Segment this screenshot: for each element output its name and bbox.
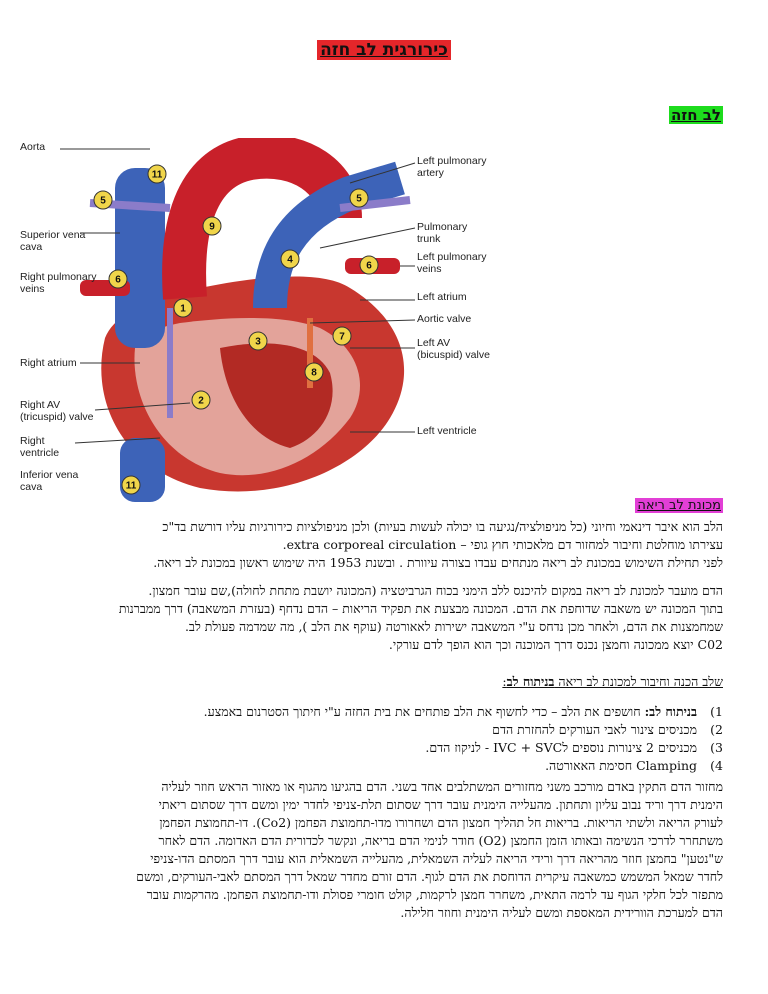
step-item bbox=[63, 703, 723, 721]
diagram-label: Superior vena bbox=[20, 229, 86, 241]
diagram-number-badge: 11 bbox=[125, 480, 137, 492]
heart-illustration bbox=[20, 138, 505, 502]
diagram-number-badge: 5 bbox=[100, 195, 106, 207]
step-text: מכניסים 2 צינורות נוספים לIVC + SVC - לניקוז הדם. bbox=[425, 740, 697, 755]
diagram-number-badge: 5 bbox=[356, 193, 362, 205]
step-item bbox=[63, 739, 723, 757]
diagram-label: cava bbox=[20, 481, 43, 493]
diagram-label: Right bbox=[20, 435, 45, 447]
stage-line bbox=[33, 673, 723, 691]
steps-list bbox=[63, 703, 723, 775]
step-number: 3) bbox=[710, 740, 723, 755]
para3-line: לעורק הריאה ולשתי הריאות. בריאות חל תהליך חמצון הדם ושחרורו מדו-תחמוצת הפחמן (Co2). דו-תחמוצת הפחמן bbox=[159, 815, 723, 830]
step-text: Clamping חסימת האאורטה. bbox=[545, 758, 697, 773]
step-number: 4) bbox=[710, 758, 723, 773]
document-title-wrap bbox=[0, 40, 768, 60]
paragraph-3 bbox=[33, 778, 723, 922]
diagram-number-badge: 7 bbox=[339, 331, 345, 343]
diagram-number-badge: 11 bbox=[151, 169, 163, 181]
para3-line: הימנית דרך וריד נבוב עליון ותחתון. מהעלייה הימנית עובר דרך שסתום תלת-צניפי לחדר ימין ומשם דרך שסתום ריאתי bbox=[158, 797, 723, 812]
diagram-label: veins bbox=[417, 263, 442, 275]
section-heading: מכונת לב ריאה bbox=[637, 498, 721, 513]
step-number: 2) bbox=[710, 722, 723, 737]
diagram-label: Left AV bbox=[417, 337, 451, 349]
step-bold: בניתוח לב: bbox=[644, 704, 697, 719]
stage-line-text: שלב הכנה וחיבור למכונת לב ריאה bbox=[554, 674, 723, 689]
diagram-number-badge: 4 bbox=[287, 254, 293, 266]
document-title: כירורגית לב חזה bbox=[317, 40, 451, 60]
para1-line: הלב הוא איבר דינאמי וחיוני (כל מניפולציה/נגיעה בו יכולה לעשות בעיות) ולכן מניפולציות כירורגיות עליו דורשת בד"כ bbox=[162, 519, 723, 534]
para3-line: הדם למערכת הוורידית המאספת ומשם לעליה הימנית וחוזר חלילה. bbox=[400, 905, 723, 920]
diagram-label: ventricle bbox=[20, 447, 60, 459]
para3-line: משתחרר לדרכי הנשימה ובאותו הזמן החמצן (O2) חודר לנימי הדם בריאה, ונקשר לכדורית הדם האדומה. הדם לאחר bbox=[158, 833, 723, 848]
para3-line: לחדר שמאל המשמש כמשאבה עיקרית הדוחסת את הדם לגוף. הדם זורם מחדר שמאל דרך המסתם לאבי-העורקים, ומשם bbox=[136, 869, 723, 884]
diagram-label: Right atrium bbox=[20, 357, 77, 369]
diagram-label: Left atrium bbox=[417, 291, 467, 303]
stage-line-end: : bbox=[502, 674, 507, 689]
diagram-label: Inferior vena bbox=[20, 469, 79, 481]
diagram-label: (bicuspid) valve bbox=[417, 349, 490, 361]
para3-line: ש"נטען" בחמצן חוזר מהריאה דרך ורידי הריאה לעליה השמאלית, מהעלייה השמאלית הוא עובר דרך המסתם הדו-צניפי bbox=[150, 851, 723, 866]
diagram-label: Left ventricle bbox=[417, 425, 477, 437]
heart-diagram bbox=[20, 138, 505, 502]
diagram-number-badge: 6 bbox=[115, 274, 121, 286]
para2-line: בתוך המכונה יש משאבה שדוחפת את הדם. המכונה מבצעת את תפקיד הריאות – הדם נדחף (בעזרת המשאבה) דרך ממברנות bbox=[118, 601, 723, 616]
diagram-number-badge: 1 bbox=[180, 303, 186, 315]
diagram-label: Left pulmonary bbox=[417, 251, 487, 263]
para1-line: עצירתו מוחלטת וחיבור למחזור דם מלאכותי חוץ גופי – extra corporeal circulation. bbox=[282, 537, 723, 552]
diagram-number-badge: 3 bbox=[255, 336, 261, 348]
diagram-number-badge: 6 bbox=[366, 260, 372, 272]
paragraph-1 bbox=[33, 518, 723, 572]
diagram-label: artery bbox=[417, 167, 444, 179]
para3-line: מתפזר לכל חלקי הגוף עד לרמה התאית, משחרר חמצן לרקמות, קולט חומרי פסולת ודו-תחמוצת הפחמן. מהרקמות עובר bbox=[146, 887, 723, 902]
diagram-number-badge: 2 bbox=[198, 395, 204, 407]
diagram-number-badge: 8 bbox=[311, 367, 317, 379]
step-item bbox=[63, 757, 723, 775]
subtitle: לב חזה bbox=[670, 106, 721, 124]
step-number: 1) bbox=[710, 704, 723, 719]
para2-line: הדם מועבר למכונת לב ריאה במקום להיכנס ללב הימני בכוח הגרביטציה (המכונה יושבת מתחת לחולה),שם עובר חמצון. bbox=[148, 583, 723, 598]
paragraph-2 bbox=[33, 582, 723, 654]
diagram-number-badge: 9 bbox=[209, 221, 215, 233]
step-item bbox=[63, 721, 723, 739]
diagram-label: cava bbox=[20, 241, 43, 253]
para3-line: מחזור הדם התקין באדם מורכב משני מחזורים המשתלבים אחד בשני. הדם בהגיעו מהגוף או מאזור הראש חוזר לעליה bbox=[161, 779, 723, 794]
para2-line: שמחמצנות את הדם, ולאחר מכן נדחס ע"י המשאבה ישירות לאאורטה (עוקף את הלב ), מה שמדמה פעולת לב. bbox=[184, 619, 723, 634]
stage-line-bold: בניתוח לב bbox=[506, 674, 555, 689]
diagram-label: veins bbox=[20, 283, 45, 295]
diagram-label: Right pulmonary bbox=[20, 271, 97, 283]
diagram-label: Aortic valve bbox=[417, 313, 472, 325]
diagram-label: (tricuspid) valve bbox=[20, 411, 94, 423]
step-text: מכניסים צינור לאבי העורקים להחזרת הדם bbox=[492, 722, 697, 737]
para2-line: C02 יוצא ממכונה וחמצן נכנס דרך המוכנה וכך הוא הופך לדם עורקי. bbox=[388, 637, 723, 652]
diagram-label: Aorta bbox=[20, 141, 46, 153]
diagram-label: Left pulmonary bbox=[417, 155, 487, 167]
diagram-label: trunk bbox=[417, 233, 441, 245]
diagram-label: Right AV bbox=[20, 399, 61, 411]
diagram-label: Pulmonary bbox=[417, 221, 468, 233]
para1-line: לפני תחילת השימוש במכונת לב ריאה מנתחים עבדו בצורה עיוורת . ובשנת 1953 היה שימוש ראשון במכונת לב ריאה. bbox=[153, 555, 723, 570]
step-text: חושפים את הלב – כדי לחשוף את הלב פותחים את בית החזה ע"י חיתוך הסטרנום באמצע. bbox=[203, 704, 645, 719]
